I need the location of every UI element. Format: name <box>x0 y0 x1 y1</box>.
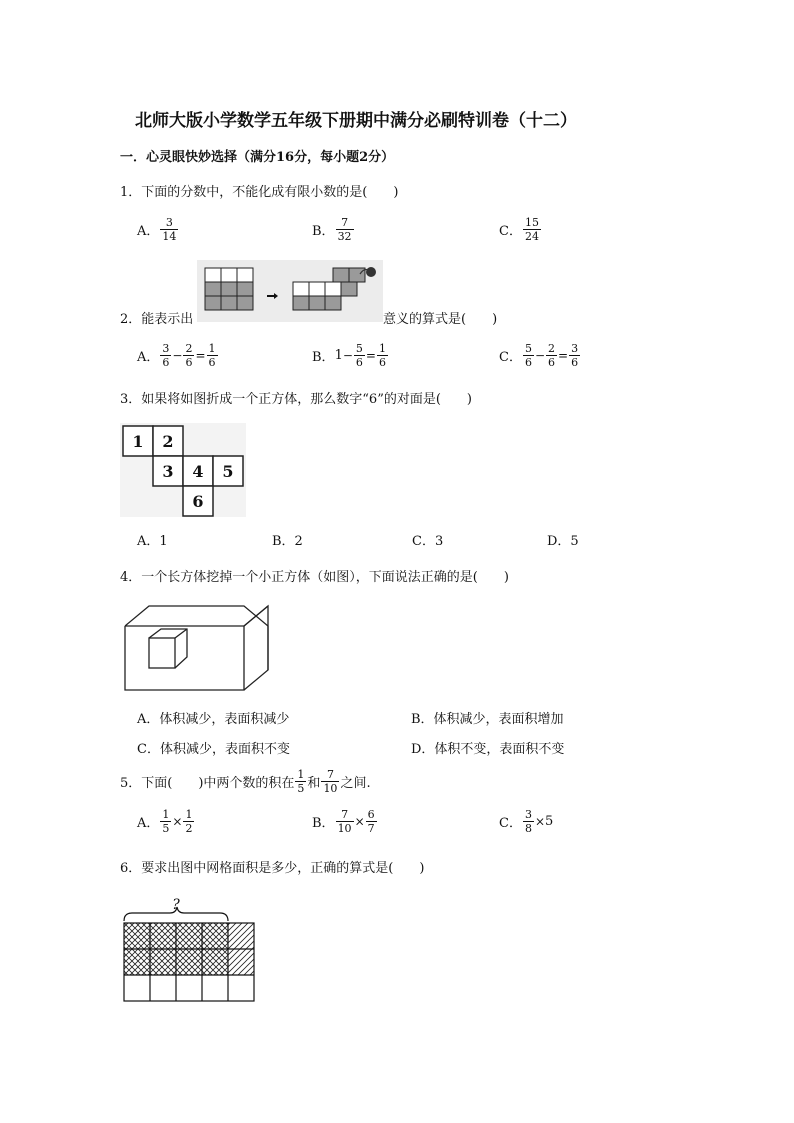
q5-option-c[interactable]: C． $\frac{3}{8}$ ×5 <box>499 808 554 835</box>
q6-grid-figure <box>120 895 260 1005</box>
fraction: $\frac{15}{24}$ <box>524 216 539 243</box>
q2-option-b[interactable]: B．1− $\frac{5}{6}$ = $\frac{1}{6}$ <box>312 342 386 369</box>
net-face: 5 <box>222 462 234 481</box>
net-face: 6 <box>192 492 204 511</box>
brace-label: ? <box>172 897 180 913</box>
q4-cuboid-figure <box>122 604 270 692</box>
q2-stem-start: 2．能表示出 <box>120 312 194 327</box>
q4-option-d[interactable]: D．体积不变，表面积不变 <box>411 742 565 757</box>
net-face: 3 <box>162 462 174 481</box>
q5-option-a[interactable]: A． $\frac{1}{5}$ × $\frac{1}{2}$ <box>137 808 193 835</box>
q2-option-a[interactable]: A． $\frac{3}{6}$ − $\frac{2}{6}$ = $\frac{1}{6}$ <box>137 342 216 369</box>
fraction: $\frac{7}{32}$ <box>337 216 352 243</box>
q3-stem: 3．如果将如图折成一个正方体，那么数字“6”的对面是( ) <box>120 392 472 407</box>
q4-option-a[interactable]: A．体积减少，表面积减少 <box>137 712 290 727</box>
q4-option-c[interactable]: C．体积减少，表面积不变 <box>137 742 290 757</box>
q6-stem: 6．要求出图中网格面积是多少，正确的算式是( ) <box>120 861 425 876</box>
net-face: 1 <box>132 432 144 451</box>
page-title: 北师大版小学数学五年级下册期中满分必刷特训卷（十二） <box>135 111 577 131</box>
q2-stem-end: 意义的算式是( ) <box>383 312 498 327</box>
q3-option-d[interactable]: D．5 <box>547 534 579 549</box>
q2-fraction-figure <box>197 260 383 322</box>
section-heading: 一．心灵眼快妙选择（满分16分，每小题2分） <box>120 150 395 165</box>
q1-option-a[interactable]: A． $\frac{3}{14}$ <box>137 216 177 243</box>
q2-option-c[interactable]: C． $\frac{5}{6}$ − $\frac{2}{6}$ = $\frac{3}{6}$ <box>499 342 579 369</box>
q3-option-a[interactable]: A．1 <box>137 534 168 549</box>
fraction: $\frac{3}{14}$ <box>162 216 177 243</box>
q3-cube-net <box>120 423 246 517</box>
q1-stem: 1．下面的分数中，不能化成有限小数的是( ) <box>120 185 399 200</box>
q3-option-c[interactable]: C．3 <box>412 534 444 549</box>
q4-option-b[interactable]: B．体积减少，表面积增加 <box>411 712 564 727</box>
q3-option-b[interactable]: B．2 <box>272 534 303 549</box>
q4-stem: 4．一个长方体挖掉一个小正方体（如图），下面说法正确的是( ) <box>120 570 509 585</box>
q1-option-b[interactable]: B． $\frac{7}{32}$ <box>312 216 352 243</box>
net-face: 4 <box>192 462 204 481</box>
net-face: 2 <box>162 432 174 451</box>
q5-stem: 5．下面( )中两个数的积在 $\frac{1}{5}$ 和 $\frac{7}{10}$ 之间. <box>120 768 371 795</box>
q5-option-b[interactable]: B． $\frac{7}{10}$ × $\frac{6}{7}$ <box>312 808 375 835</box>
q1-option-c[interactable]: C． $\frac{15}{24}$ <box>499 216 539 243</box>
